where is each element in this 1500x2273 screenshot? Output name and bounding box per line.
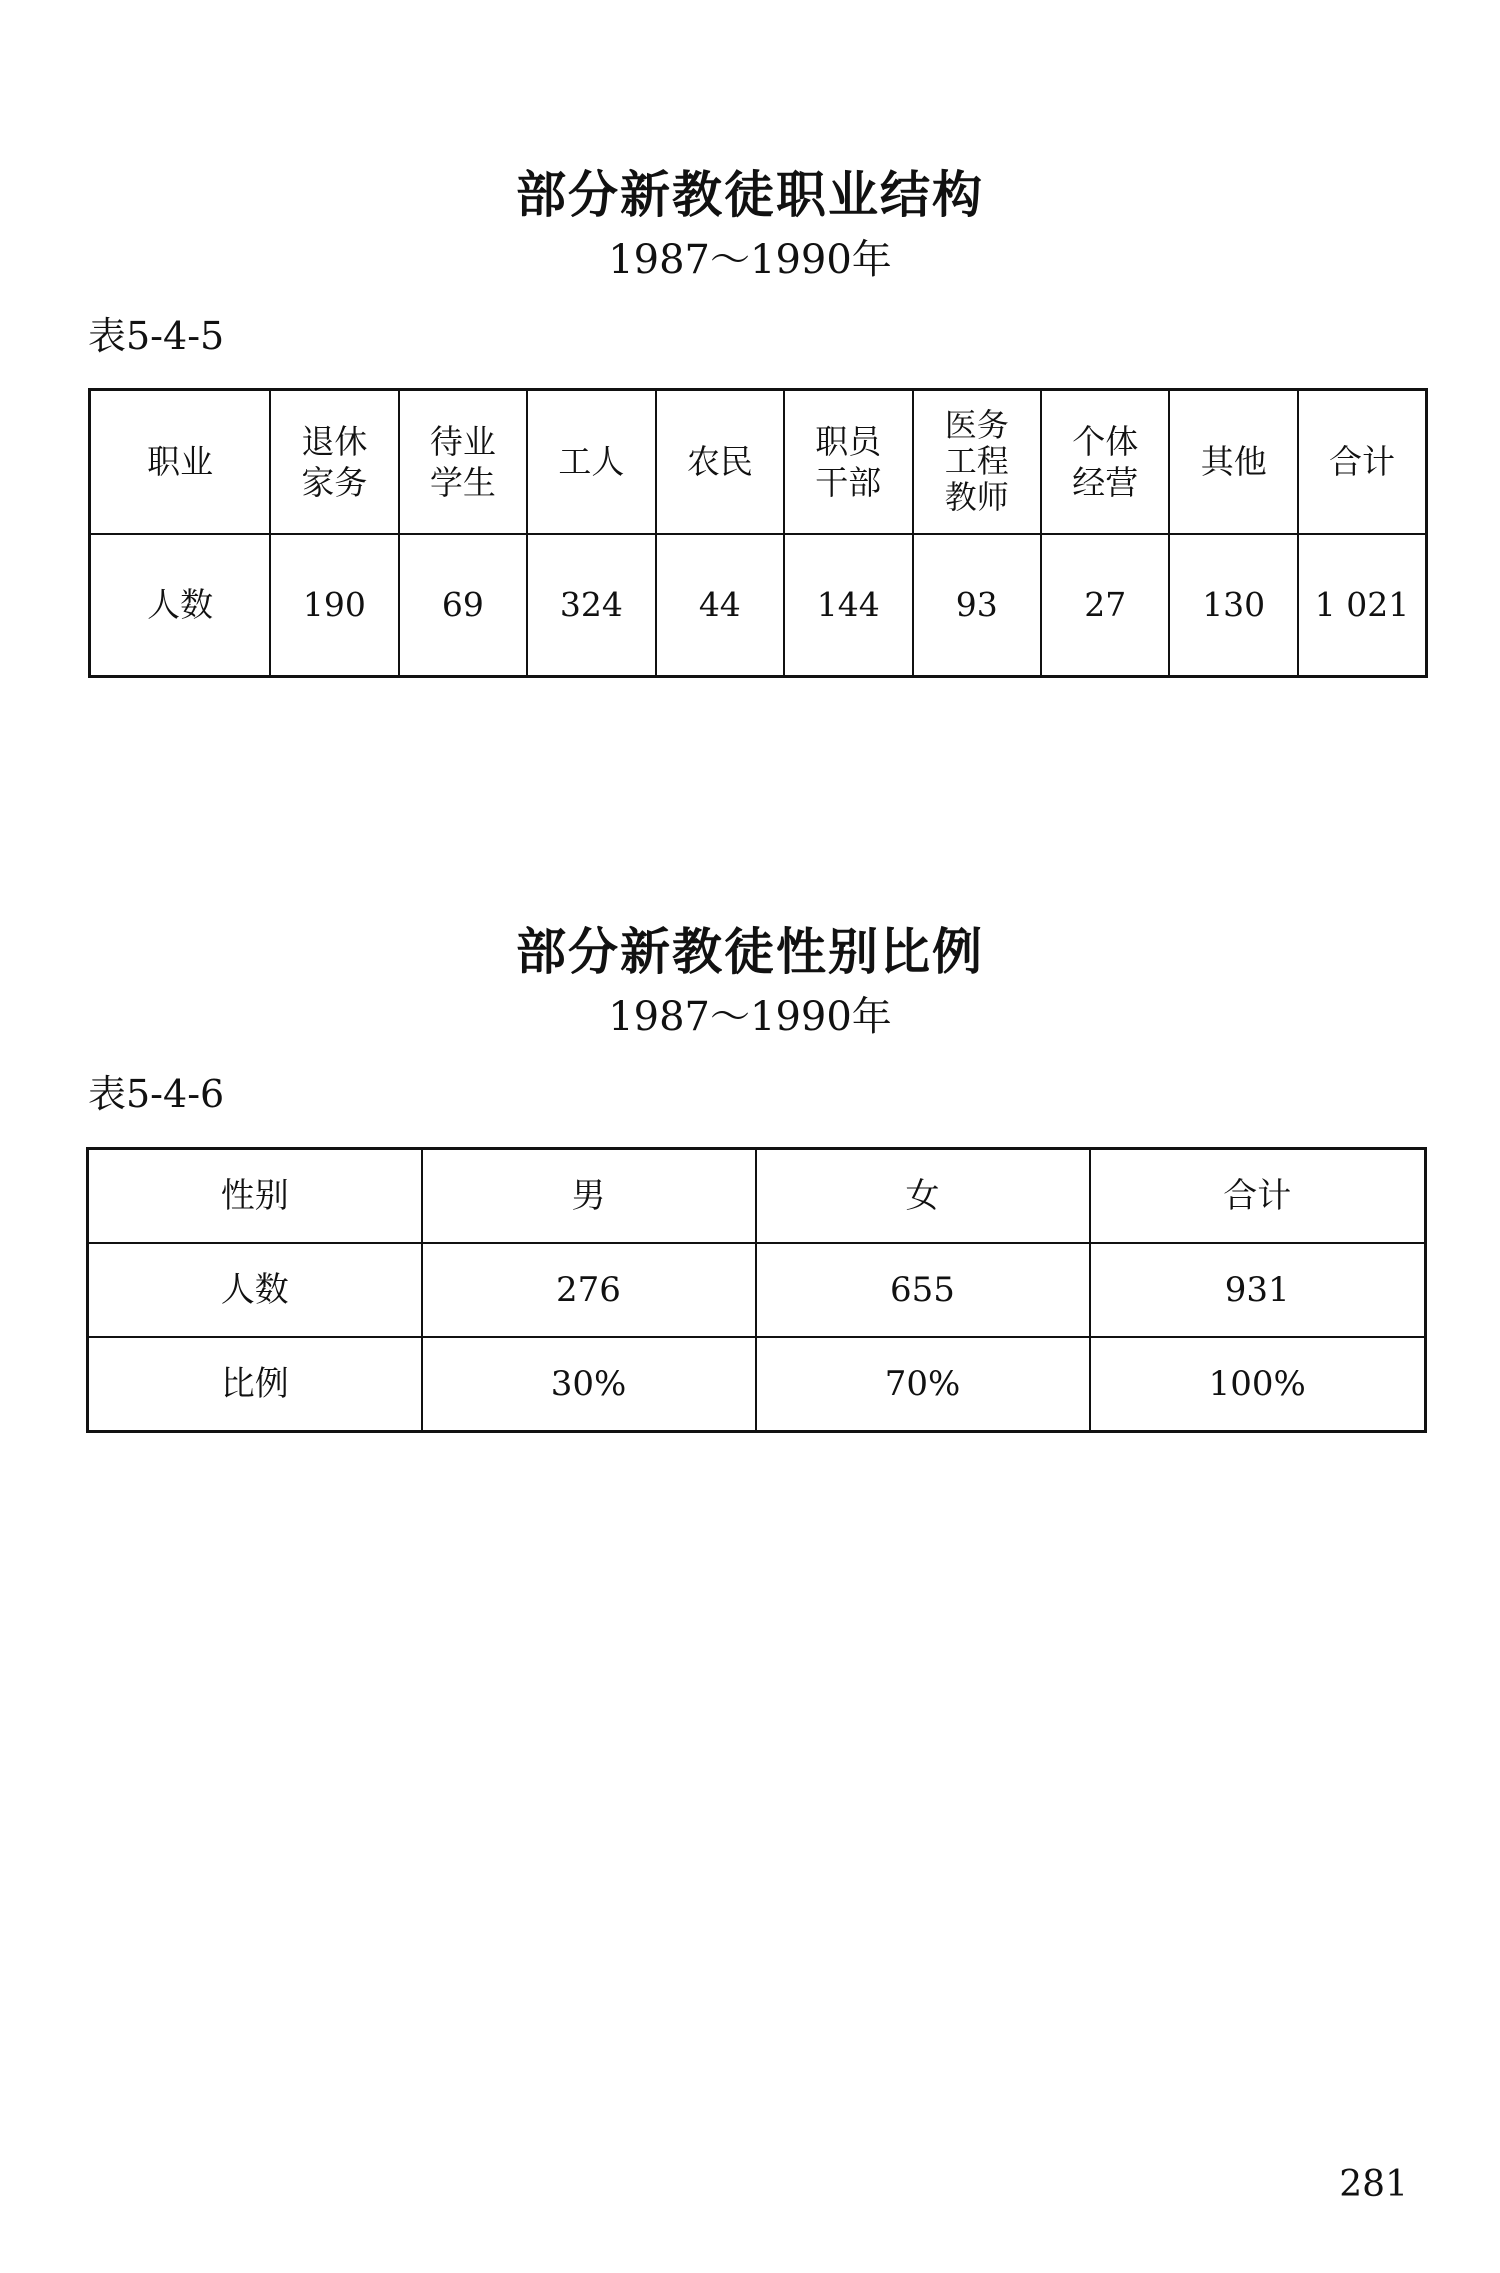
occupation-col-3: 工人 bbox=[527, 390, 655, 535]
occupation-col-4: 农民 bbox=[656, 390, 784, 535]
gender-header-male: 男 bbox=[422, 1149, 756, 1244]
occupation-col-5: 职员 干部 bbox=[784, 390, 912, 535]
occupation-header-row bbox=[90, 390, 1427, 535]
table-1-title: 部分新教徒职业结构 bbox=[516, 166, 984, 224]
occupation-value-5: 144 bbox=[784, 534, 912, 677]
page-number: 281 bbox=[1339, 2164, 1408, 2205]
gender-ratio-row bbox=[88, 1337, 1426, 1432]
table-2-title: 部分新教徒性别比例 bbox=[516, 923, 984, 981]
occupation-value-2: 69 bbox=[399, 534, 527, 677]
occupation-value-6: 93 bbox=[913, 534, 1041, 677]
gender-count-female: 655 bbox=[756, 1243, 1090, 1337]
gender-count-label: 人数 bbox=[88, 1243, 422, 1337]
gender-count-row bbox=[88, 1243, 1426, 1337]
occupation-col-8: 其他 bbox=[1169, 390, 1297, 535]
table-1-label: 表5-4-5 bbox=[88, 314, 225, 358]
gender-header-female: 女 bbox=[756, 1149, 1090, 1244]
occupation-col-9: 合计 bbox=[1298, 390, 1427, 535]
gender-count-male: 276 bbox=[422, 1243, 756, 1337]
gender-header-total: 合计 bbox=[1090, 1149, 1426, 1244]
occupation-count-row bbox=[90, 534, 1427, 677]
gender-ratio-label: 比例 bbox=[88, 1337, 422, 1432]
occupation-value-3: 324 bbox=[527, 534, 655, 677]
occupation-header-label: 职业 bbox=[90, 390, 271, 535]
gender-ratio-female: 70% bbox=[756, 1337, 1090, 1432]
gender-table bbox=[86, 1147, 1427, 1433]
occupation-col-6: 医务 工程 教师 bbox=[913, 390, 1041, 535]
gender-header-label: 性别 bbox=[88, 1149, 422, 1244]
occupation-col-1: 退休 家务 bbox=[270, 390, 398, 535]
occupation-value-7: 27 bbox=[1041, 534, 1169, 677]
occupation-value-4: 44 bbox=[656, 534, 784, 677]
occupation-col-2: 待业 学生 bbox=[399, 390, 527, 535]
occupation-value-total: 1 021 bbox=[1298, 534, 1427, 677]
table-2-label: 表5-4-6 bbox=[88, 1072, 225, 1116]
occupation-value-8: 130 bbox=[1169, 534, 1297, 677]
gender-ratio-total: 100% bbox=[1090, 1337, 1426, 1432]
table-1-subtitle: 1987～1990年 bbox=[608, 237, 892, 283]
occupation-col-7: 个体 经营 bbox=[1041, 390, 1169, 535]
gender-header-row bbox=[88, 1149, 1426, 1244]
gender-count-total: 931 bbox=[1090, 1243, 1426, 1337]
occupation-row-label: 人数 bbox=[90, 534, 271, 677]
occupation-table bbox=[88, 388, 1428, 678]
gender-ratio-male: 30% bbox=[422, 1337, 756, 1432]
occupation-value-1: 190 bbox=[270, 534, 398, 677]
table-2-subtitle: 1987～1990年 bbox=[608, 994, 892, 1040]
